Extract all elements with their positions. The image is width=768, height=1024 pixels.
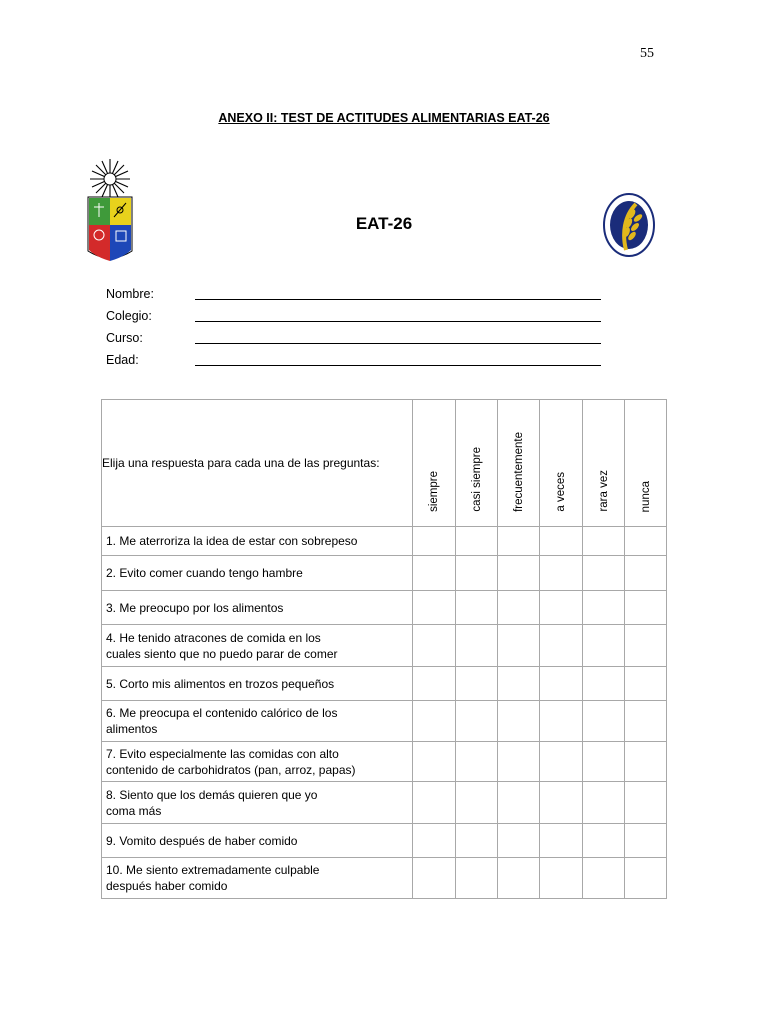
answer-cell[interactable] <box>625 667 667 701</box>
answer-cell[interactable] <box>456 625 498 667</box>
answer-cell[interactable] <box>583 667 625 701</box>
answer-cell[interactable] <box>540 742 583 782</box>
question-text: 4. He tenido atracones de comida en los cuales siento que no puedo parar de comer <box>102 625 413 667</box>
answer-cell[interactable] <box>625 625 667 667</box>
eat26-table <box>101 399 667 899</box>
question-text: 6. Me preocupa el contenido calórico de los alimentos <box>102 701 413 742</box>
question-row <box>102 858 667 899</box>
answer-cell[interactable] <box>583 556 625 591</box>
answer-cell[interactable] <box>413 824 456 858</box>
question-row <box>102 625 667 667</box>
prompt-cell: Elija una respuesta para cada una de las preguntas: <box>102 400 413 527</box>
option-header-frecuentemente <box>498 400 540 527</box>
answer-cell[interactable] <box>540 858 583 899</box>
option-label: a veces <box>555 472 567 512</box>
colegio-line[interactable] <box>195 321 601 322</box>
answer-cell[interactable] <box>413 527 456 556</box>
answer-cell[interactable] <box>498 824 540 858</box>
option-label: nunca <box>639 480 652 512</box>
answer-cell[interactable] <box>625 527 667 556</box>
answer-cell[interactable] <box>498 742 540 782</box>
answer-cell[interactable] <box>540 591 583 625</box>
answer-cell[interactable] <box>456 556 498 591</box>
question-text: 10. Me siento extremadamente culpable después haber comido <box>102 858 413 899</box>
nombre-label: Nombre: <box>106 287 154 301</box>
answer-cell[interactable] <box>413 858 456 899</box>
question-row <box>102 701 667 742</box>
answer-cell[interactable] <box>498 782 540 824</box>
option-header-casi-siempre <box>456 400 498 527</box>
question-text: 9. Vomito después de haber comido <box>102 824 413 858</box>
answer-cell[interactable] <box>413 625 456 667</box>
answer-cell[interactable] <box>625 782 667 824</box>
header-row <box>102 400 667 527</box>
curso-label: Curso: <box>106 331 143 345</box>
question-row <box>102 782 667 824</box>
answer-cell[interactable] <box>540 782 583 824</box>
answer-cell[interactable] <box>583 858 625 899</box>
answer-cell[interactable] <box>413 701 456 742</box>
question-row <box>102 527 667 556</box>
answer-cell[interactable] <box>583 527 625 556</box>
answer-cell[interactable] <box>583 701 625 742</box>
answer-cell[interactable] <box>456 858 498 899</box>
annex-title: ANEXO II: TEST DE ACTITUDES ALIMENTARIAS EAT-26 <box>218 111 550 125</box>
answer-cell[interactable] <box>583 782 625 824</box>
question-text: 7. Evito especialmente las comidas con alto contenido de carbohidratos (pan, arroz, papas) <box>102 742 413 782</box>
department-seal-logo <box>602 192 656 258</box>
nombre-line[interactable] <box>195 299 601 300</box>
answer-cell[interactable] <box>498 667 540 701</box>
answer-cell[interactable] <box>413 556 456 591</box>
answer-cell[interactable] <box>456 824 498 858</box>
answer-cell[interactable] <box>413 667 456 701</box>
answer-cell[interactable] <box>498 858 540 899</box>
answer-cell[interactable] <box>540 701 583 742</box>
option-label: casi siempre <box>470 447 483 512</box>
answer-cell[interactable] <box>540 625 583 667</box>
option-header-siempre <box>413 400 456 527</box>
answer-cell[interactable] <box>498 591 540 625</box>
answer-cell[interactable] <box>498 625 540 667</box>
answer-cell[interactable] <box>583 824 625 858</box>
answer-cell[interactable] <box>456 591 498 625</box>
answer-cell[interactable] <box>456 782 498 824</box>
answer-cell[interactable] <box>540 824 583 858</box>
question-row <box>102 824 667 858</box>
option-header-a-veces <box>540 400 583 527</box>
question-row <box>102 591 667 625</box>
option-label: frecuentemente <box>512 432 525 512</box>
option-header-nunca <box>625 400 667 527</box>
edad-label: Edad: <box>106 353 139 367</box>
answer-cell[interactable] <box>456 527 498 556</box>
curso-line[interactable] <box>195 343 601 344</box>
option-label: siempre <box>428 471 440 512</box>
answer-cell[interactable] <box>413 782 456 824</box>
answer-cell[interactable] <box>413 591 456 625</box>
edad-line[interactable] <box>195 365 601 366</box>
answer-cell[interactable] <box>498 701 540 742</box>
question-text: 1. Me aterroriza la idea de estar con sobrepeso <box>102 527 413 556</box>
question-text: 2. Evito comer cuando tengo hambre <box>102 556 413 591</box>
question-text: 5. Corto mis alimentos en trozos pequeños <box>102 667 413 701</box>
answer-cell[interactable] <box>540 556 583 591</box>
answer-cell[interactable] <box>625 591 667 625</box>
page-number: 55 <box>640 46 654 61</box>
question-text: 8. Siento que los demás quieren que yo coma más <box>102 782 413 824</box>
answer-cell[interactable] <box>456 742 498 782</box>
answer-cell[interactable] <box>625 556 667 591</box>
answer-cell[interactable] <box>498 556 540 591</box>
option-label: rara vez <box>597 470 610 512</box>
answer-cell[interactable] <box>498 527 540 556</box>
answer-cell[interactable] <box>456 701 498 742</box>
answer-cell[interactable] <box>540 667 583 701</box>
eat-heading: EAT-26 <box>355 214 413 233</box>
answer-cell[interactable] <box>583 742 625 782</box>
answer-cell[interactable] <box>625 858 667 899</box>
question-row <box>102 556 667 591</box>
answer-cell[interactable] <box>625 824 667 858</box>
university-crest-logo <box>84 155 136 267</box>
answer-cell[interactable] <box>583 625 625 667</box>
answer-cell[interactable] <box>583 591 625 625</box>
question-text: 3. Me preocupo por los alimentos <box>102 591 413 625</box>
answer-cell[interactable] <box>625 701 667 742</box>
colegio-label: Colegio: <box>106 309 152 323</box>
answer-cell[interactable] <box>413 742 456 782</box>
answer-cell[interactable] <box>456 667 498 701</box>
option-header-rara-vez <box>583 400 625 527</box>
question-row <box>102 667 667 701</box>
question-row <box>102 742 667 782</box>
answer-cell[interactable] <box>625 742 667 782</box>
answer-cell[interactable] <box>540 527 583 556</box>
